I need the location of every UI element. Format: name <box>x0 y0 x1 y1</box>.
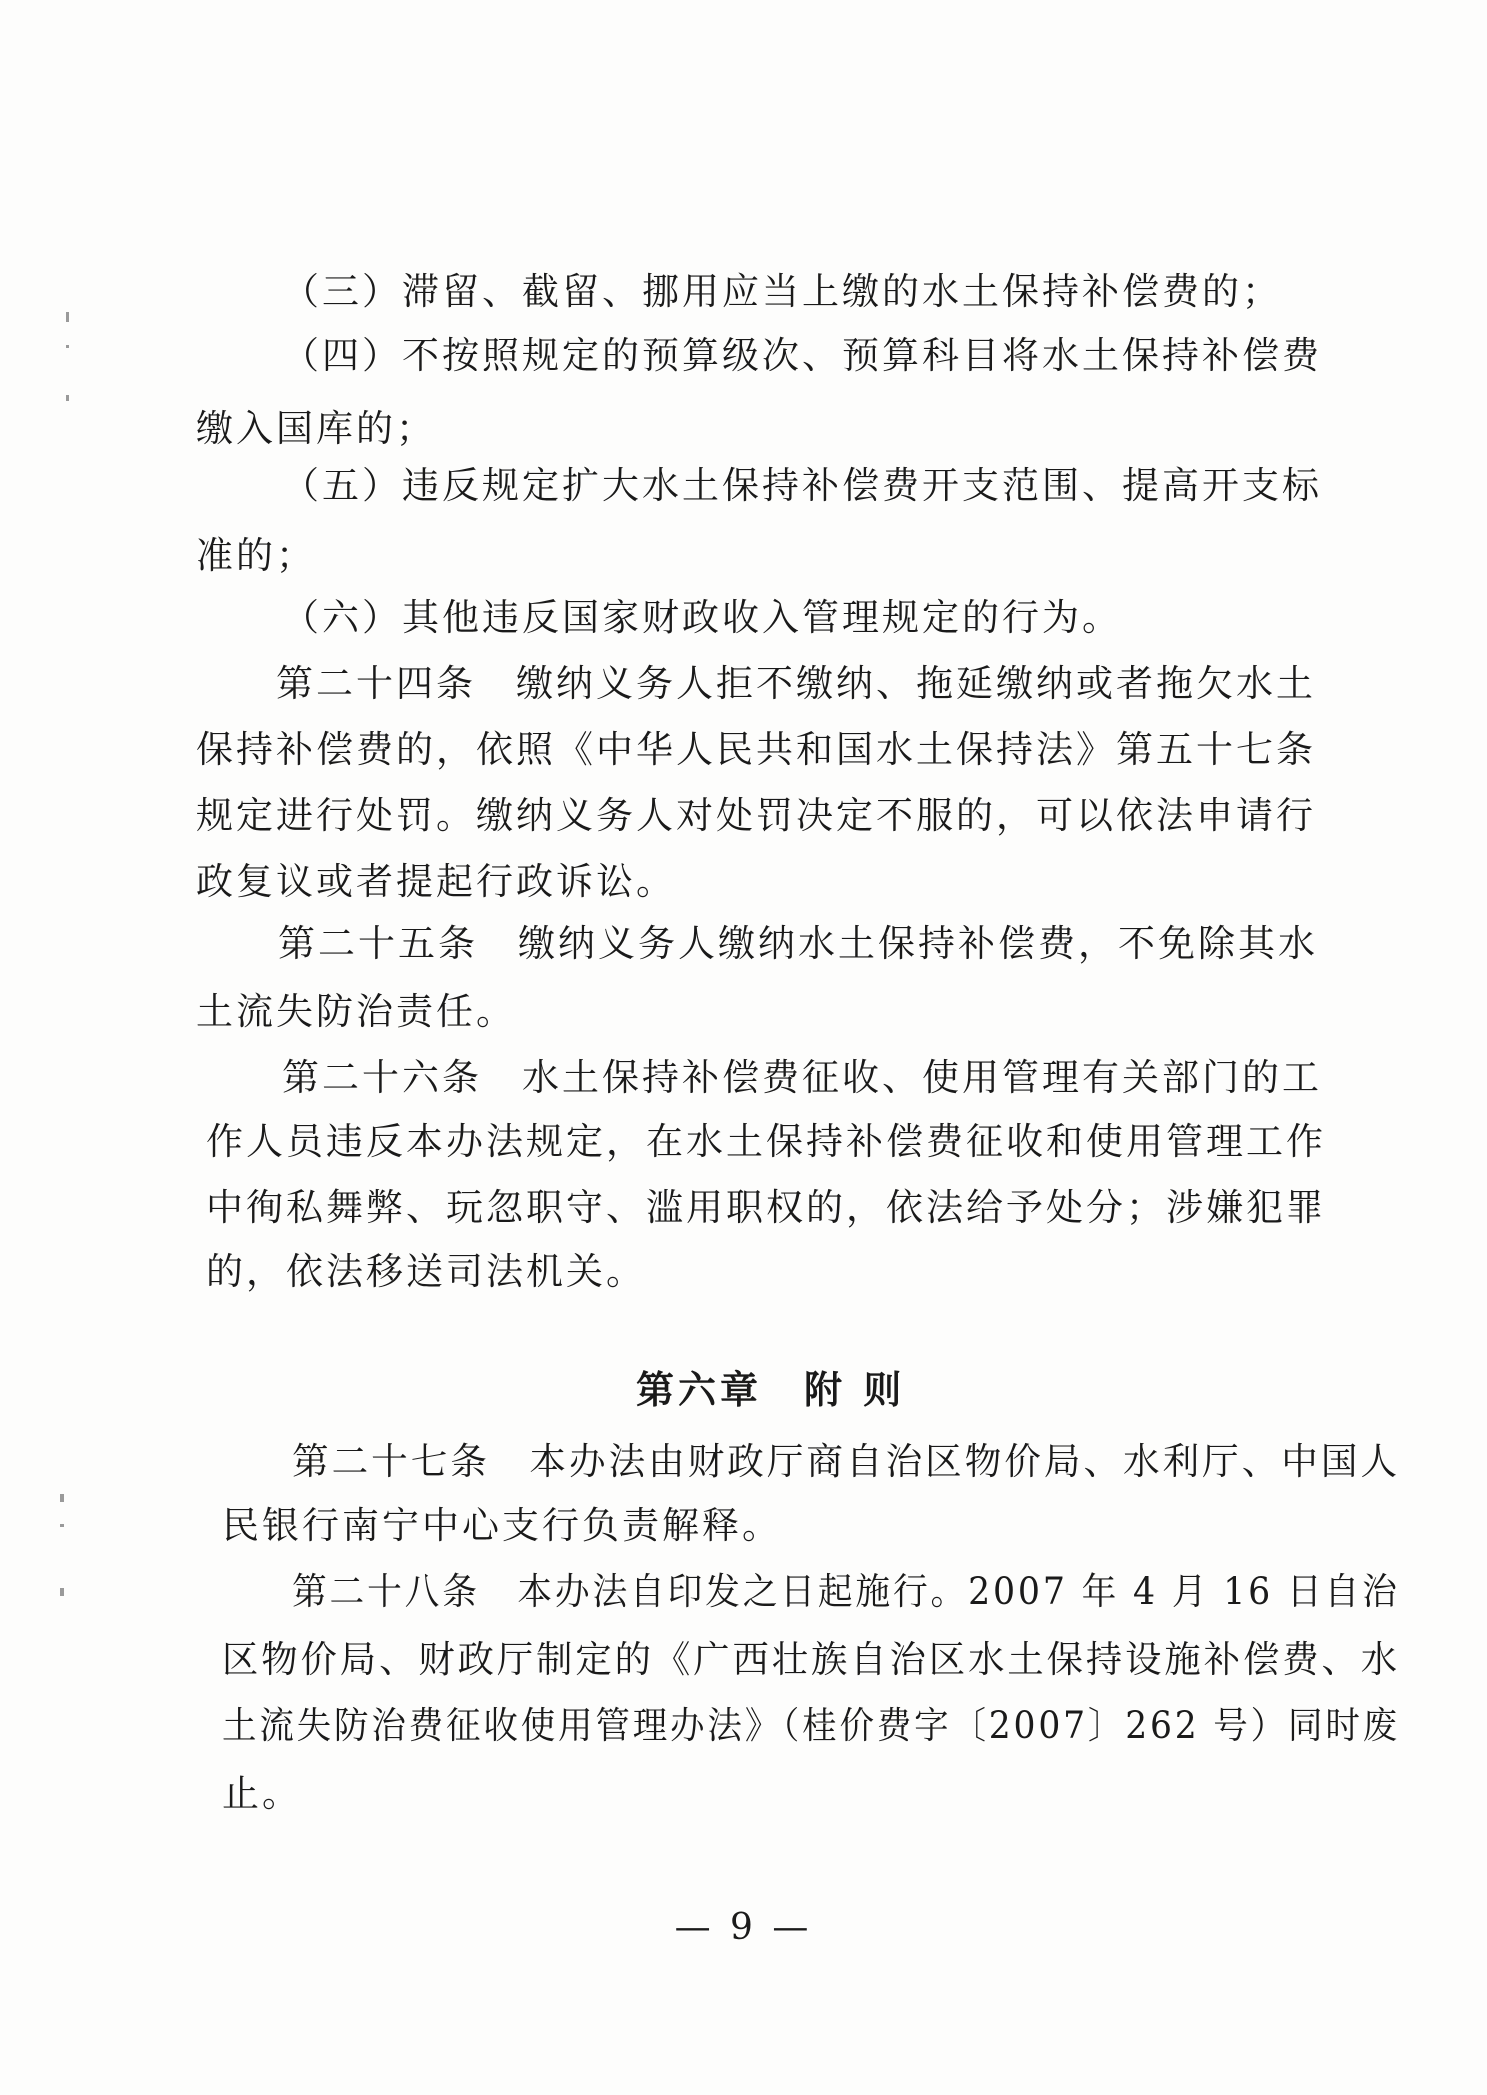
text-line: 作人员违反本办法规定，在水土保持补偿费征收和使用管理工作 <box>206 1120 1326 1163</box>
text-line: 第二十六条 水土保持补偿费征收、使用管理有关部门的工 <box>282 1056 1322 1099</box>
text-line: （六）其他违反国家财政收入管理规定的行为。 <box>282 596 1122 639</box>
text-line: （四）不按照规定的预算级次、预算科目将水土保持补偿费 <box>282 334 1322 377</box>
text-line: 第二十四条 缴纳义务人拒不缴纳、拖延缴纳或者拖欠水土 <box>276 662 1316 705</box>
binding-mark <box>60 1524 64 1527</box>
text-line: 第二十八条 本办法自印发之日起施行。2007 年 4 月 16 日自治 <box>292 1570 1400 1613</box>
text-line: （五）违反规定扩大水土保持补偿费开支范围、提高开支标 <box>282 464 1322 507</box>
text-line: 土流失防治费征收使用管理办法》（桂价费字〔2007〕262 号）同时废 <box>222 1704 1400 1747</box>
text-line: 保持补偿费的，依照《中华人民共和国水土保持法》第五十七条 <box>196 728 1316 771</box>
text-line: 缴入国库的； <box>196 407 436 450</box>
chapter-heading: 第六章 附 则 <box>636 1368 906 1412</box>
text-line: 的，依法移送司法机关。 <box>206 1250 646 1293</box>
text-line: 中徇私舞弊、玩忽职守、滥用职权的，依法给予处分；涉嫌犯罪 <box>206 1186 1326 1229</box>
text-line: 规定进行处罚。缴纳义务人对处罚决定不服的，可以依法申请行 <box>196 794 1316 837</box>
text-line: 第二十七条 本办法由财政厅商自治区物价局、水利厅、中国人 <box>292 1440 1401 1483</box>
binding-mark <box>60 1494 64 1502</box>
text-line: 民银行南宁中心支行负责解释。 <box>222 1504 782 1547</box>
text-line: 第二十五条 缴纳义务人缴纳水土保持补偿费，不免除其水 <box>278 922 1318 965</box>
text-line: 区物价局、财政厅制定的《广西壮族自治区水土保持设施补偿费、水 <box>222 1638 1401 1681</box>
text-line: 止。 <box>222 1772 302 1815</box>
text-line: 政复议或者提起行政诉讼。 <box>196 860 676 903</box>
binding-mark <box>66 395 69 401</box>
binding-mark <box>66 345 69 348</box>
binding-mark <box>66 312 69 322</box>
text-line: （三）滞留、截留、挪用应当上缴的水土保持补偿费的； <box>282 270 1282 313</box>
text-line: 土流失防治责任。 <box>196 990 516 1033</box>
text-line: 准的； <box>196 534 316 577</box>
binding-mark <box>60 1588 64 1596</box>
page-number: — 9 — <box>674 1907 813 1948</box>
